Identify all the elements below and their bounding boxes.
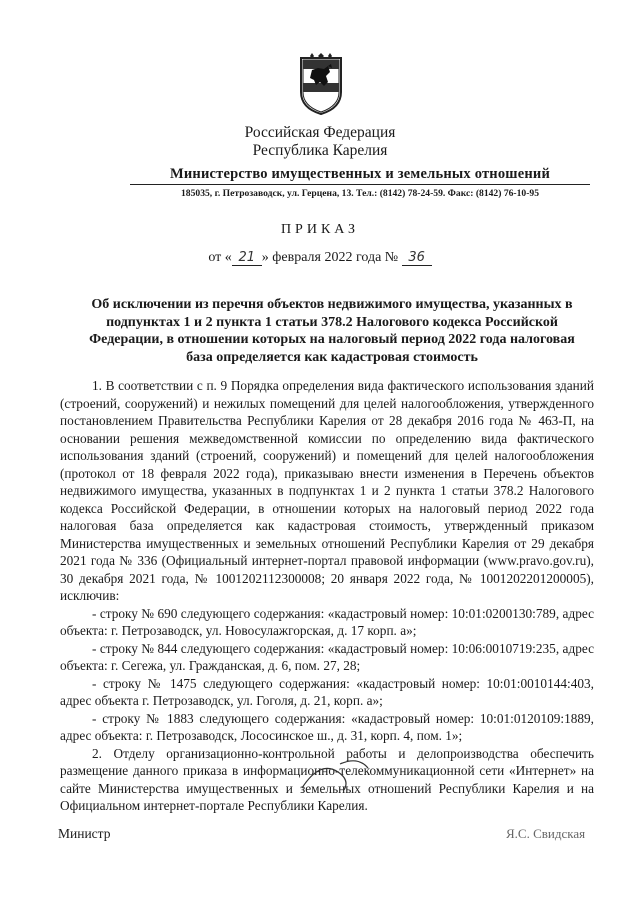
list-item: - строку № 1475 следующего содержания: «кадастровый номер: 10:01:0010144:403, адрес объекта г. Петрозаводск, ул. Гоголя, д. 21, корп. а»; xyxy=(60,675,594,708)
paragraph-2: 2. Отделу организационно-контрольной работы и делопроизводства обеспечить размещение данного приказа в информационно-телекоммуникационной сети «Интернет» на сайте Министерства имущественных и земельных отношений Республики Карелия и на Официальном интернет-портале Республики Карелия. xyxy=(60,745,594,813)
order-subject: Об исключении из перечня объектов недвижимого имущества, указанных в подпунктах 1 и 2 пункта 1 статьи 378.2 Налогового кодекса Российской Федерации, в отношении которых на налоговый период 2022 года налоговая база определяется как кадастровая стоимость xyxy=(89,297,575,365)
order-day: 21 xyxy=(232,250,262,266)
coat-of-arms-icon xyxy=(298,52,344,116)
order-number: 36 xyxy=(402,250,432,266)
date-middle: » февраля 2022 года № xyxy=(261,250,399,265)
order-title: ПРИКАЗ xyxy=(280,222,360,237)
country-name: Российская Федерация xyxy=(244,124,396,141)
list-item: - строку № 690 следующего содержания: «кадастровый номер: 10:01:0200130:789, адрес объекта: г. Петрозаводск, ул. Новосулажгорская, д. 17 корп. а»; xyxy=(60,605,594,638)
list-item: - строку № 1883 следующего содержания: «кадастровый номер: 10:01:0120109:1889, адрес объекта: г. Петрозаводск, Лососинское ш., д. 31, корп. 4, пом. 1»; xyxy=(60,710,594,743)
order-body xyxy=(60,377,594,815)
order-date xyxy=(0,250,640,266)
signatory-name: Я.С. Свидская xyxy=(506,826,586,841)
republic-name: Республика Карелия xyxy=(252,142,388,159)
signature-scribble xyxy=(300,754,370,794)
signatory-position: Министр xyxy=(58,826,111,841)
ministry-name: Министерство имущественных и земельных отношений xyxy=(169,166,551,182)
date-prefix: от « xyxy=(208,250,232,265)
ministry-address: 185035, г. Петрозаводск, ул. Герцена, 13. Тел.: (8142) 78-24-59. Факс: (8142) 76-10-95 xyxy=(181,188,539,199)
header-divider xyxy=(130,184,590,185)
paragraph-1: 1. В соответствии с п. 9 Порядка определения вида фактического использования зданий (строений, сооружений) и нежилых помещений для целей налогообложения, утвержденного постановлением Правительства Республики Карелия от 28 декабря 2016 года № 463-П, на основании решения межведомственной комиссии по определению вида фактического использования зданий (строений, сооружений) и помещений для целей налогообложения (протокол от 18 февраля 2022 года), приказываю внести изменения в Перечень объектов недвижимого имущества, указанных в подпунктах 1 и 2 пункта 1 статьи 378.2 Налогового кодекса Российской Федерации, в отношении которых на налоговый период 2022 года налоговая база определяется как кадастровая стоимость, утвержденный приказом Министерства имущественных и земельных отношений Республики Карелия от 29 декабря 2021 года № 336 (Официальный интернет-портал правовой информации (www.pravo.gov.ru), 30 декабря 2021 года, № 1001202112300008; 20 января 2022 года, № 1001202201200005), исключив: xyxy=(60,378,594,603)
list-item: - строку № 844 следующего содержания: «кадастровый номер: 10:06:0010719:235, адрес объекта: г. Сегежа, ул. Гражданская, д. 6, пом. 27, 28; xyxy=(60,640,594,673)
